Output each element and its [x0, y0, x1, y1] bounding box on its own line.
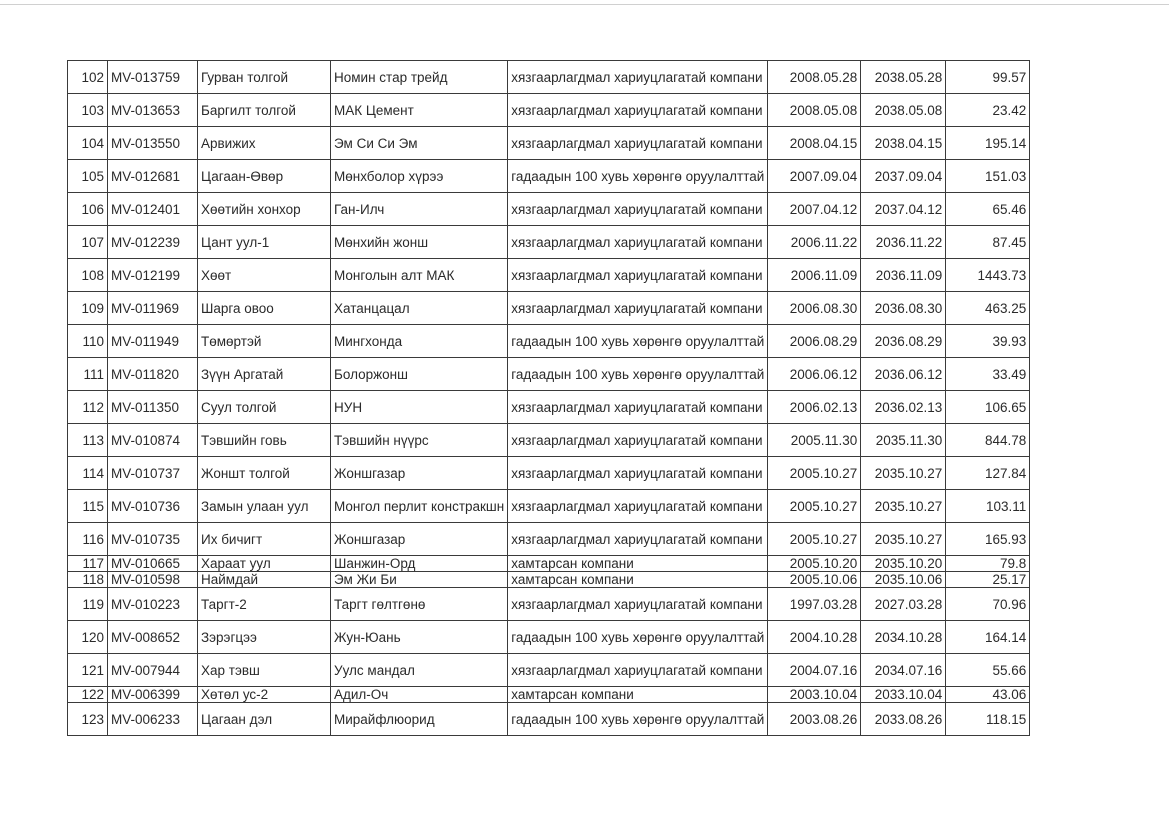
deposit-name: Цагаан дэл [198, 703, 331, 736]
row-number: 123 [68, 703, 108, 736]
license-code: MV-007944 [108, 654, 198, 687]
table-row [68, 556, 1030, 572]
company-type: хамтарсан компани [508, 556, 768, 572]
area-value: 165.93 [946, 523, 1030, 556]
company-type: хязгаарлагдмал хариуцлагатай компани [508, 193, 768, 226]
deposit-name: Замын улаан уул [198, 490, 331, 523]
end-date: 2035.10.27 [861, 490, 946, 523]
end-date: 2036.08.29 [861, 325, 946, 358]
row-number: 109 [68, 292, 108, 325]
deposit-name: Баргилт толгой [198, 94, 331, 127]
row-number: 114 [68, 457, 108, 490]
end-date: 2036.11.22 [861, 226, 946, 259]
end-date: 2027.03.28 [861, 588, 946, 621]
table-row [68, 94, 1030, 127]
row-number: 106 [68, 193, 108, 226]
license-holder: Хатанцацал [331, 292, 508, 325]
company-type: хязгаарлагдмал хариуцлагатай компани [508, 226, 768, 259]
area-value: 70.96 [946, 588, 1030, 621]
license-code: MV-010735 [108, 523, 198, 556]
license-holder: Жоншгазар [331, 457, 508, 490]
company-type: хязгаарлагдмал хариуцлагатай компани [508, 588, 768, 621]
row-number: 117 [68, 556, 108, 572]
row-number: 103 [68, 94, 108, 127]
end-date: 2035.11.30 [861, 424, 946, 457]
start-date: 2005.10.27 [768, 523, 861, 556]
row-number: 119 [68, 588, 108, 621]
deposit-name: Хараат уул [198, 556, 331, 572]
table-row [68, 127, 1030, 160]
table-row [68, 654, 1030, 687]
area-value: 103.11 [946, 490, 1030, 523]
license-code: MV-010736 [108, 490, 198, 523]
row-number: 105 [68, 160, 108, 193]
start-date: 2006.08.29 [768, 325, 861, 358]
area-value: 106.65 [946, 391, 1030, 424]
end-date: 2035.10.27 [861, 457, 946, 490]
page-top-rule [0, 4, 1169, 5]
end-date: 2034.10.28 [861, 621, 946, 654]
license-holder: Монголын алт МАК [331, 259, 508, 292]
table-row [68, 358, 1030, 391]
end-date: 2036.11.09 [861, 259, 946, 292]
start-date: 2004.07.16 [768, 654, 861, 687]
deposit-name: Шарга овоо [198, 292, 331, 325]
table-row [68, 292, 1030, 325]
start-date: 2006.06.12 [768, 358, 861, 391]
end-date: 2037.04.12 [861, 193, 946, 226]
start-date: 2006.11.22 [768, 226, 861, 259]
area-value: 87.45 [946, 226, 1030, 259]
area-value: 463.25 [946, 292, 1030, 325]
area-value: 23.42 [946, 94, 1030, 127]
row-number: 107 [68, 226, 108, 259]
license-holder: Мөнхийн жонш [331, 226, 508, 259]
company-type: хязгаарлагдмал хариуцлагатай компани [508, 259, 768, 292]
start-date: 2005.10.27 [768, 490, 861, 523]
start-date: 2005.10.27 [768, 457, 861, 490]
row-number: 122 [68, 687, 108, 703]
license-holder: НУН [331, 391, 508, 424]
end-date: 2035.10.27 [861, 523, 946, 556]
company-type: хамтарсан компани [508, 687, 768, 703]
deposit-name: Төмөртэй [198, 325, 331, 358]
table-row [68, 424, 1030, 457]
license-holder: Жун-Юань [331, 621, 508, 654]
license-code: MV-011969 [108, 292, 198, 325]
table-row [68, 259, 1030, 292]
area-value: 844.78 [946, 424, 1030, 457]
license-holder: Таргт гөлтгөнө [331, 588, 508, 621]
start-date: 2007.04.12 [768, 193, 861, 226]
start-date: 2007.09.04 [768, 160, 861, 193]
license-holder: Мирайфлюорид [331, 703, 508, 736]
area-value: 127.84 [946, 457, 1030, 490]
license-holder: Номин стар трейд [331, 61, 508, 94]
company-type: хязгаарлагдмал хариуцлагатай компани [508, 490, 768, 523]
company-type: гадаадын 100 хувь хөрөнгө оруулалттай [508, 325, 768, 358]
company-type: гадаадын 100 хувь хөрөнгө оруулалттай [508, 703, 768, 736]
license-code: MV-010598 [108, 572, 198, 588]
license-holder: Эм Жи Би [331, 572, 508, 588]
row-number: 115 [68, 490, 108, 523]
start-date: 2005.10.20 [768, 556, 861, 572]
end-date: 2035.10.20 [861, 556, 946, 572]
table-row [68, 572, 1030, 588]
company-type: хязгаарлагдмал хариуцлагатай компани [508, 457, 768, 490]
license-holder: МАК Цемент [331, 94, 508, 127]
table-row [68, 325, 1030, 358]
deposit-name: Хөөтийн хонхор [198, 193, 331, 226]
start-date: 2008.04.15 [768, 127, 861, 160]
license-holder: Болоржонш [331, 358, 508, 391]
company-type: гадаадын 100 хувь хөрөнгө оруулалттай [508, 358, 768, 391]
license-holder: Тэвшийн нүүрс [331, 424, 508, 457]
table-row [68, 490, 1030, 523]
table-row [68, 457, 1030, 490]
company-type: гадаадын 100 хувь хөрөнгө оруулалттай [508, 160, 768, 193]
area-value: 25.17 [946, 572, 1030, 588]
license-code: MV-006233 [108, 703, 198, 736]
table-row [68, 193, 1030, 226]
deposit-name: Жоншт толгой [198, 457, 331, 490]
end-date: 2033.10.04 [861, 687, 946, 703]
end-date: 2038.05.28 [861, 61, 946, 94]
row-number: 104 [68, 127, 108, 160]
deposit-name: Цагаан-Өвөр [198, 160, 331, 193]
deposit-name: Зэрэгцээ [198, 621, 331, 654]
license-holder: Эм Си Си Эм [331, 127, 508, 160]
start-date: 2004.10.28 [768, 621, 861, 654]
end-date: 2036.02.13 [861, 391, 946, 424]
end-date: 2035.10.06 [861, 572, 946, 588]
area-value: 33.49 [946, 358, 1030, 391]
license-code: MV-012199 [108, 259, 198, 292]
license-holder: Мөнхболор хүрээ [331, 160, 508, 193]
table-row [68, 621, 1030, 654]
row-number: 120 [68, 621, 108, 654]
license-code: MV-013550 [108, 127, 198, 160]
license-table [67, 60, 1030, 736]
end-date: 2038.04.15 [861, 127, 946, 160]
license-code: MV-008652 [108, 621, 198, 654]
license-holder: Уулс мандал [331, 654, 508, 687]
deposit-name: Их бичигт [198, 523, 331, 556]
company-type: хязгаарлагдмал хариуцлагатай компани [508, 94, 768, 127]
company-type: гадаадын 100 хувь хөрөнгө оруулалттай [508, 621, 768, 654]
table-row [68, 226, 1030, 259]
table-row [68, 687, 1030, 703]
deposit-name: Наймдай [198, 572, 331, 588]
table-row [68, 160, 1030, 193]
company-type: хязгаарлагдмал хариуцлагатай компани [508, 654, 768, 687]
area-value: 164.14 [946, 621, 1030, 654]
license-holder: Шанжин-Орд [331, 556, 508, 572]
table-row [68, 391, 1030, 424]
area-value: 65.46 [946, 193, 1030, 226]
license-code: MV-010737 [108, 457, 198, 490]
start-date: 2003.10.04 [768, 687, 861, 703]
start-date: 2005.10.06 [768, 572, 861, 588]
company-type: хамтарсан компани [508, 572, 768, 588]
end-date: 2038.05.08 [861, 94, 946, 127]
row-number: 116 [68, 523, 108, 556]
license-code: MV-012401 [108, 193, 198, 226]
row-number: 118 [68, 572, 108, 588]
table-row [68, 703, 1030, 736]
row-number: 112 [68, 391, 108, 424]
license-code: MV-010223 [108, 588, 198, 621]
row-number: 110 [68, 325, 108, 358]
end-date: 2036.08.30 [861, 292, 946, 325]
area-value: 39.93 [946, 325, 1030, 358]
license-code: MV-011350 [108, 391, 198, 424]
area-value: 151.03 [946, 160, 1030, 193]
row-number: 108 [68, 259, 108, 292]
deposit-name: Таргт-2 [198, 588, 331, 621]
area-value: 43.06 [946, 687, 1030, 703]
license-code: MV-013759 [108, 61, 198, 94]
deposit-name: Тэвшийн говь [198, 424, 331, 457]
end-date: 2036.06.12 [861, 358, 946, 391]
company-type: хязгаарлагдмал хариуцлагатай компани [508, 292, 768, 325]
area-value: 118.15 [946, 703, 1030, 736]
license-code: MV-012239 [108, 226, 198, 259]
start-date: 2008.05.08 [768, 94, 861, 127]
license-code: MV-011949 [108, 325, 198, 358]
area-value: 79.8 [946, 556, 1030, 572]
end-date: 2033.08.26 [861, 703, 946, 736]
license-code: MV-010665 [108, 556, 198, 572]
company-type: хязгаарлагдмал хариуцлагатай компани [508, 391, 768, 424]
license-holder: Жоншгазар [331, 523, 508, 556]
deposit-name: Хөөт [198, 259, 331, 292]
license-holder: Монгол перлит констракшн [331, 490, 508, 523]
area-value: 55.66 [946, 654, 1030, 687]
end-date: 2034.07.16 [861, 654, 946, 687]
company-type: хязгаарлагдмал хариуцлагатай компани [508, 127, 768, 160]
area-value: 195.14 [946, 127, 1030, 160]
end-date: 2037.09.04 [861, 160, 946, 193]
deposit-name: Суул толгой [198, 391, 331, 424]
license-holder: Ган-Илч [331, 193, 508, 226]
license-code: MV-012681 [108, 160, 198, 193]
row-number: 113 [68, 424, 108, 457]
license-holder: Адил-Оч [331, 687, 508, 703]
deposit-name: Зүүн Аргатай [198, 358, 331, 391]
start-date: 2005.11.30 [768, 424, 861, 457]
table-body [68, 61, 1030, 736]
deposit-name: Цант уул-1 [198, 226, 331, 259]
row-number: 111 [68, 358, 108, 391]
start-date: 2006.02.13 [768, 391, 861, 424]
row-number: 102 [68, 61, 108, 94]
deposit-name: Хар тэвш [198, 654, 331, 687]
row-number: 121 [68, 654, 108, 687]
area-value: 99.57 [946, 61, 1030, 94]
table-row [68, 61, 1030, 94]
table-row [68, 523, 1030, 556]
license-holder: Мингхонда [331, 325, 508, 358]
license-code: MV-010874 [108, 424, 198, 457]
company-type: хязгаарлагдмал хариуцлагатай компани [508, 424, 768, 457]
license-code: MV-006399 [108, 687, 198, 703]
area-value: 1443.73 [946, 259, 1030, 292]
table-row [68, 588, 1030, 621]
deposit-name: Гурван толгой [198, 61, 331, 94]
start-date: 2006.08.30 [768, 292, 861, 325]
start-date: 2008.05.28 [768, 61, 861, 94]
deposit-name: Хөтөл ус-2 [198, 687, 331, 703]
license-code: MV-013653 [108, 94, 198, 127]
start-date: 1997.03.28 [768, 588, 861, 621]
start-date: 2006.11.09 [768, 259, 861, 292]
company-type: хязгаарлагдмал хариуцлагатай компани [508, 61, 768, 94]
company-type: хязгаарлагдмал хариуцлагатай компани [508, 523, 768, 556]
deposit-name: Арвижих [198, 127, 331, 160]
start-date: 2003.08.26 [768, 703, 861, 736]
license-code: MV-011820 [108, 358, 198, 391]
